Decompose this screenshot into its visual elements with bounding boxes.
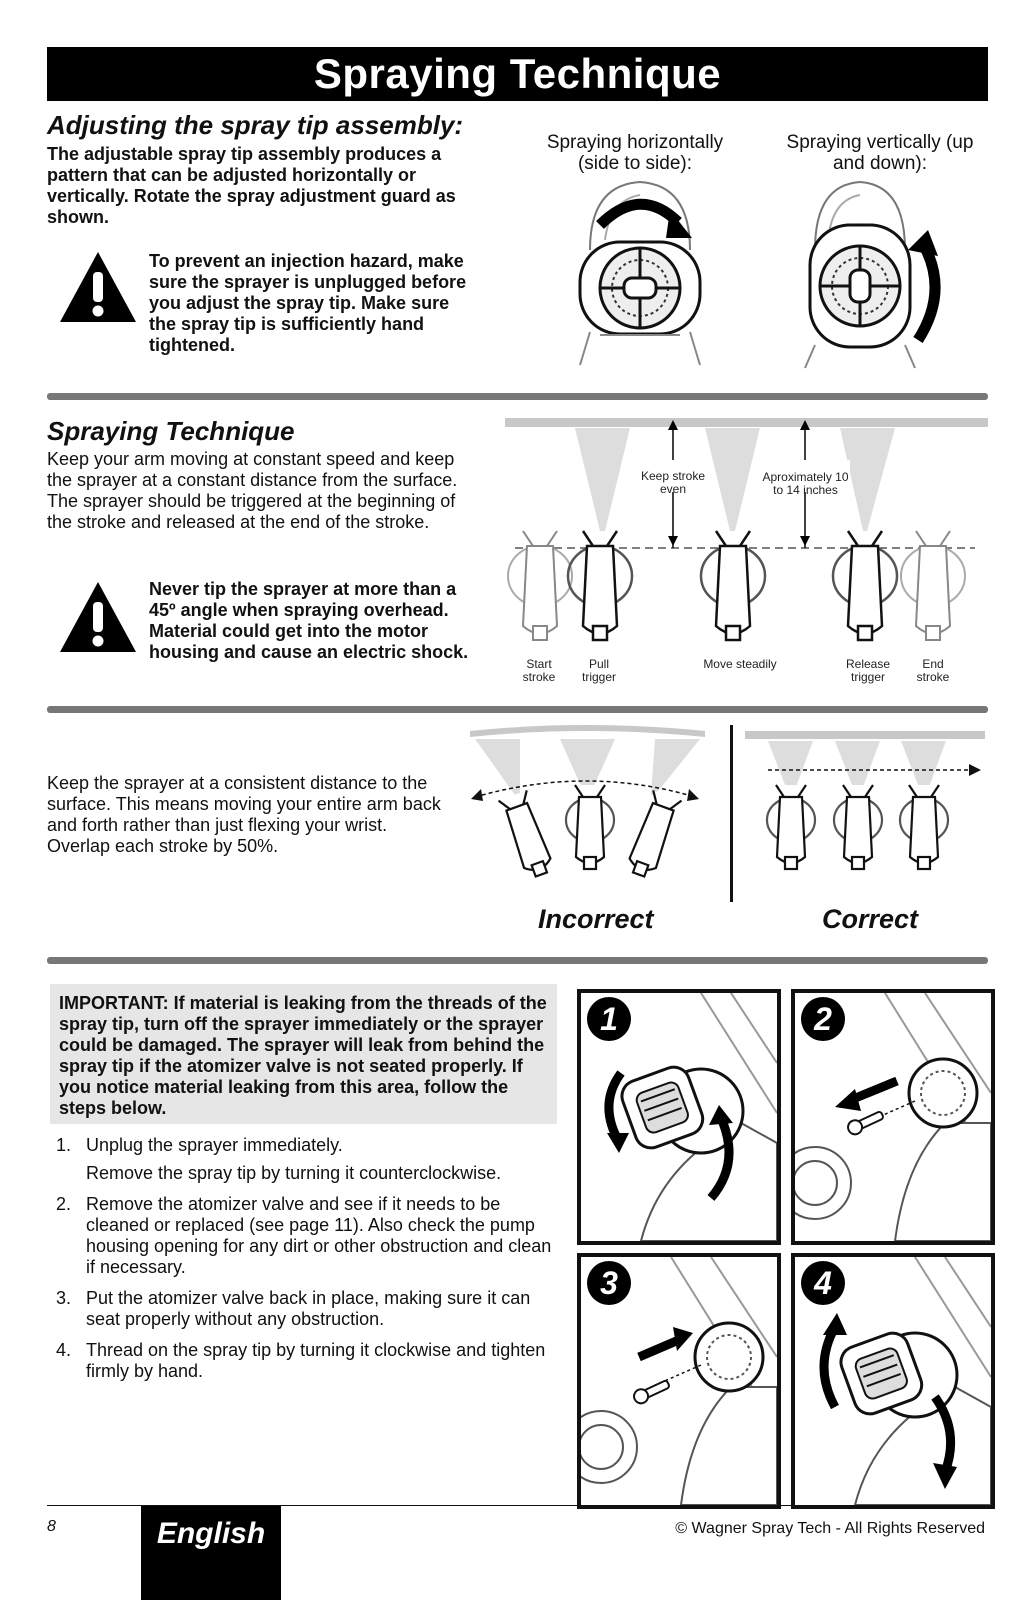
technique-heading: Spraying Technique xyxy=(47,416,295,446)
correct-diagram xyxy=(743,725,988,885)
label-keep-even: Keep stroke even xyxy=(640,469,706,496)
warning-icon xyxy=(58,250,138,324)
step-number: 1. xyxy=(56,1135,72,1155)
distance-text: Keep the sprayer at a consistent distance to the surface. This means moving your entire arm back and forth rather than just flexing your wrist. Overlap each stroke by 50%. xyxy=(47,773,441,856)
list-item xyxy=(47,1340,557,1382)
list-item xyxy=(47,1194,557,1278)
step-panel-2 xyxy=(791,989,995,1245)
incorrect-diagram xyxy=(465,725,710,885)
warning-icon xyxy=(58,580,138,654)
vertical-tip-illustration xyxy=(800,180,960,370)
step-text: Put the atomizer valve back in place, making sure it can seat properly without any obstruction. xyxy=(86,1288,531,1329)
step-number: 2. xyxy=(56,1194,72,1214)
step-panel-4 xyxy=(791,1253,995,1509)
adjust-intro: The adjustable spray tip assembly produces a pattern that can be adjusted horizontally or vertically. Rotate the spray adjustment guard as shown. xyxy=(47,144,456,227)
adjust-heading: Adjusting the spray tip assembly: xyxy=(47,110,464,140)
list-item xyxy=(47,1135,557,1184)
panel-number: 2 xyxy=(801,997,845,1041)
label-pull: Pull trigger xyxy=(581,657,616,684)
label-release: Release trigger xyxy=(845,657,891,684)
step-panel-1 xyxy=(577,989,781,1245)
label-start: Start stroke xyxy=(522,657,556,684)
list-item xyxy=(47,1288,557,1330)
page-title: Spraying Technique xyxy=(47,47,988,101)
step-number: 4. xyxy=(56,1340,72,1360)
label-distance: Aproximately 10 to 14 inches xyxy=(762,470,849,497)
section-divider xyxy=(47,957,988,964)
adjust-warning: To prevent an injection hazard, make sure the sprayer is unplugged before you adjust the spray tip. Make sure the spray tip is sufficiently hand tightened. xyxy=(149,251,467,355)
language-label: English xyxy=(156,1517,266,1550)
panel-number: 4 xyxy=(801,1261,845,1305)
panel-number: 1 xyxy=(587,997,631,1041)
technique-warning: Never tip the sprayer at more than a 45º angle when spraying overhead. Material could get into the motor housing and cause an electric shock. xyxy=(149,579,469,662)
horizontal-caption: Spraying horizontally (side to side): xyxy=(546,132,724,174)
important-box xyxy=(50,984,557,1124)
step-text: Thread on the spray tip by turning it clockwise and tighten firmly by hand. xyxy=(86,1340,546,1381)
panel-number: 3 xyxy=(587,1261,631,1305)
correct-label: Correct xyxy=(822,904,919,934)
section-divider xyxy=(47,706,988,713)
important-text: IMPORTANT: If material is leaking from the threads of the spray tip, turn off the sprayer immediately or the sprayer could be damaged. The sprayer will leak from behind the spray tip if the atomizer valve is not seated properly. If you notice material leaking from this area, follow the steps below. xyxy=(59,993,547,1118)
label-end: End stroke xyxy=(916,657,950,684)
page-number: 8 xyxy=(47,1518,56,1535)
incorrect-label: Incorrect xyxy=(538,904,654,934)
step-text: Unplug the sprayer immediately. xyxy=(86,1135,343,1155)
diagram-separator xyxy=(730,725,733,902)
copyright: © Wagner Spray Tech - All Rights Reserved xyxy=(675,1520,985,1537)
technique-text: Keep your arm moving at constant speed and keep the sprayer at a constant distance from the surface. The sprayer should be triggered at the beginning of the stroke and released at the end of the stroke. xyxy=(47,449,458,532)
horizontal-tip-illustration xyxy=(570,180,710,370)
step-text-2: Remove the spray tip by turning it counterclockwise. xyxy=(86,1163,502,1183)
steps-list xyxy=(47,1135,557,1392)
label-move: Move steadily xyxy=(703,657,777,671)
language-tab xyxy=(141,1506,281,1600)
stroke-diagram xyxy=(505,416,988,666)
section-divider xyxy=(47,393,988,400)
step-panel-3 xyxy=(577,1253,781,1509)
step-number: 3. xyxy=(56,1288,72,1308)
vertical-caption: Spraying vertically (up and down): xyxy=(786,132,974,174)
step-text: Remove the atomizer valve and see if it needs to be cleaned or replaced (see page 11). Also check the pump housing opening for any dirt or other obstruction and clean if necessary. xyxy=(86,1194,552,1277)
